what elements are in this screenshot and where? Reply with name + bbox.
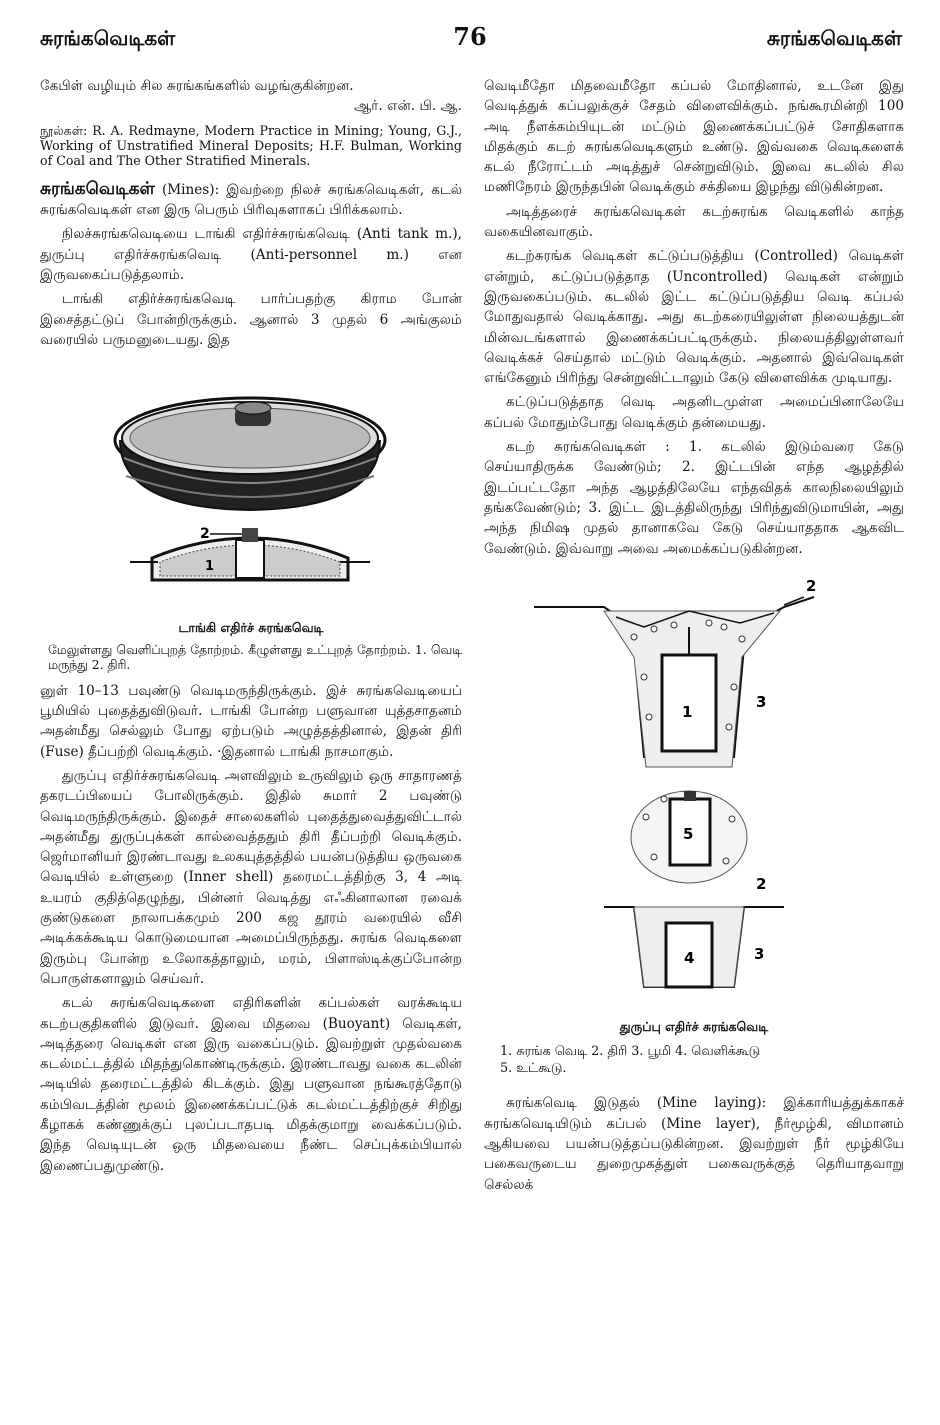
entry-paragraph-3: டாங்கி எதிர்ச்சுரங்கவெடி பார்ப்பதற்கு கிராம போன் இசைத்தட்டுப் போன்றிருக்கும். ஆனால் 3 முதல் 6 அங்குலம் வரையில் பருமனுடையது. இத: [40, 291, 462, 348]
figure2-label-3a: 3: [756, 692, 767, 711]
figure1-label-2: 2: [200, 526, 210, 543]
figure1-label-1: 1: [205, 559, 215, 575]
figure2-legend-line-1: 1. சுரங்க வெடி 2. திரி 3. பூமி 4. வெளிக்கூடு: [500, 1044, 761, 1060]
running-header-left: சுரங்கவெடிகள்: [40, 26, 176, 50]
right-paragraph-3: கடற்சுரங்க வெடிகள் கட்டுப்படுத்திய (Controlled) வெடிகள் என்றும், கட்டுப்படுத்தாத (Uncontrolled) வெடிகள் என்றும் இருவகைப்படும். கடலில் இட்ட கட்டுப்படுத்திய வெடி கப்பல் மோதுவதால் வெடிக்காது. அது கடற்கரையிலுள்ள நிலையத்துடன் மின்வடங்களால் இணைக்கப்பட்டிருக்கும். நிலையத்திலுள்ளவர் வெடிக்கச் செய்தால் மட்டும் வெடிக்கும். அதனால் இவ்வெடிகள் எங்கேனும் பிரிந்து சென்றுவிட்டாலும் கேடு விளைவிக்க முடியாது.: [484, 248, 904, 387]
anti-tank-mine-illustration: [40, 358, 462, 608]
entry-intro: [40, 179, 462, 221]
figure2-label-5: 5: [683, 824, 694, 843]
entry-headword-english: (Mines):: [161, 181, 220, 198]
right-paragraph-1: வெடிமீதோ மிதவைமீதோ கப்பல் மோதினால், உடனே இது வெடித்துக் கப்பலுக்குச் சேதம் விளைவிக்கும். நங்கூரமின்றி 100 அடி நீளக்கம்பியுடன் மட்டும் இணைக்கப்பட்டுச் சோதிகளாக மிதக்கும் கடற் சுரங்கவெடிகளும் உண்டு. இவ்வகை வெடிகளைக் கடல் நீரோட்டம் அடித்துச் சென்றுவிடும். இவை கடலில் சில மணிநேரம் இருந்தபின் வெடிக்கும் சக்தியை இழந்து விடுகின்றன.: [484, 78, 904, 196]
entry-paragraph-4: னுள் 10–13 பவுண்டு வெடிமருந்திருக்கும். இச் சுரங்கவெடியைப் பூமியில் புதைத்துவிடுவர். டாங்கி போன்ற பளுவான யுத்தசாதனம் அதன்மீது செல்லும் போது ஏற்படும் அழுத்தத்தினால், இதன் திரி (Fuse) தீப்பற்றி வெடிக்கும். ·இதனால் டாங்கி நாசமாகும்.: [40, 682, 462, 760]
figure2-legend: [500, 1043, 904, 1077]
figure2-label-4: 4: [684, 948, 695, 967]
right-paragraph-2: அடித்தரைச் சுரங்கவெடிகள் கடற்சுரங்க வெடிகளில் காந்த வகையினவாகும்.: [484, 203, 904, 241]
anti-personnel-mine-figure: [484, 567, 904, 1013]
figure2-label-3b: 3: [754, 944, 765, 963]
figure2-label-2a: 2: [806, 576, 817, 595]
running-header-right: சுரங்கவெடிகள்: [766, 26, 902, 50]
figure1-caption: டாங்கி எதிர்ச் சுரங்கவெடி: [178, 620, 324, 636]
anti-tank-mine-figure: [40, 358, 462, 614]
entry-paragraph-5: துருப்பு எதிர்ச்சுரங்கவெடி அளவிலும் உருவிலும் ஒரு சாதாரணத் தகரடப்பியைப் போலிருக்கும். இதில் சுமார் 2 பவுண்டு வெடிமருந்திருக்கும். இதைச் சாலைகளில் புதைத்துவைத்துவிட்டால் அதன்மீது துருப்புக்கள் கால்வைத்ததும் திரி தீப்பற்றி வெடிக்கும். ஜெர்மானியர் இரண்டாவது உலகயுத்தத்தில் பயன்படுத்திய ஒருவகை வெடியில் உள்ளுறை (Inner shell) தரைமட்டத்திற்கு 3, 4 அடி உயரம் குதித்தெழுந்து, பின்னர் வெடித்து எஃகினாலான ரவைக் குண்டுகளை நாலாபக்கமும் 200 கஜ தூரம் வரையில் வீசி அடிக்கக்கூடிய கொடுமையான அமைப்பிருந்தது. சுரங்க வெடிகளை இரும்பு போன்ற உலோகத்தாலும், மரம், பிளாஸ்டிக்குப்போன்ற பொருள்களாலும் செய்வர்.: [40, 767, 462, 987]
previous-entry-text: கேபிள் வழியும் சில சுரங்கங்களில் வழங்குகின்றன.: [40, 78, 354, 94]
right-paragraph-5: கடற் சுரங்கவெடிகள் : 1. கடலில் இடும்வரை கேடு செய்யாதிருக்க வேண்டும்; 2. இட்டபின் எந்த ஆழத்தில் இடப்பட்டதோ அந்த ஆழத்திலேயே எந்தவிதக் காலநிலையிலும் தங்கவேண்டும்; 3. இட்ட இடத்திலிருந்து பிரிந்துவிடுமாயின், அது அந்த நிமிஷ முதல் தானாகவே கேடு செய்யாததாக ஆகவிட வேண்டும். இவ்வாறு அவை அமைக்கப்படுகின்றன.: [484, 439, 904, 557]
entry-paragraph-6: கடல் சுரங்கவெடிகளை எதிரிகளின் கப்பல்கள் வரக்கூடிய கடற்பகுதிகளில் இடுவர். இவை மிதவை (Buoyant) வெடிகள், அடித்தரை வெடிகள் என இரு வகைப்படும். இவற்றுள் முதல்வகை கடல்மட்டத்தில் மிதந்துகொண்டிருக்கும். இரண்டாவது வகை கடலின் அடியில் தரைமட்டத்தில் கிடக்கும். இது பளுவான நங்கூரத்தோடு கம்பிவடத்தின் மூலம் இணைக்கப்பட்டுக் கடல்மட்டத்திற்குச் சிறிது கீழாகக் கண்ணுக்குப் புலப்படாதபடி மிதக்குமாறு வைக்கப்படும். இந்த வெடியுடன் ஒரு மிதவையை நீண்ட செப்புக்கம்பியால் இணைப்பதுமுண்டு.: [40, 995, 462, 1174]
figure1-note: மேலுள்ளது வெளிப்புறத் தோற்றம். கீழுள்ளது உட்புறத் தோற்றம். 1. வெடி மருந்து 2. திரி.: [48, 642, 462, 672]
right-paragraph-6: சுரங்கவெடி இடுதல் (Mine laying): இக்காரியத்துக்காகச் சுரங்கவெடியிடும் கப்பல் (Mine layer), நீர்மூழ்கி, விமானம் ஆகியவை பயன்படுத்தப்படுகின்றன. இவற்றுள் நீர் மூழ்கியே பகைவருடைய துறைமுகத்துள் பகைவருக்குத் தெரியாதவாறு செல்லக்: [484, 1095, 904, 1193]
previous-entry-tail: [40, 76, 462, 117]
author-signature: ஆர். என். பி. ஆ.: [354, 98, 462, 115]
right-column: [484, 76, 904, 1199]
figure2-label-1: 1: [682, 702, 693, 721]
figure2-label-2b: 2: [756, 874, 767, 893]
entry-paragraph-2: நிலச்சுரங்கவெடியை டாங்கி எதிர்ச்சுரங்கவெடி (Anti tank m.), துருப்பு எதிர்ச்சுரங்கவெடி (Anti-personnel m.) என இருவகைப்படுத்தலாம்.: [40, 226, 462, 283]
right-paragraph-4: கட்டுப்படுத்தாத வெடி அதனிடமுள்ள அமைப்பினாலேயே கப்பல் மோதும்போது வெடிக்கும் தன்மையது.: [484, 394, 904, 431]
figure2-legend-line-2: 5. உட்கூடு.: [500, 1061, 567, 1077]
anti-personnel-mine-illustration: [484, 567, 904, 1007]
figure2-caption: துருப்பு எதிர்ச் சுரங்கவெடி: [619, 1019, 769, 1035]
entry-headword: சுரங்கவெடிகள்: [40, 178, 155, 199]
references: நூல்கள்: R. A. Redmayne, Modern Practice in Mining; Young, G.J., Working of Unstratified Mineral Deposits; H.F. Bulman, Working of Coal and The Other Stratified Minerals.: [40, 122, 462, 169]
left-column: [40, 76, 462, 1180]
page-number: 76: [453, 22, 487, 51]
entry-paragraph-1: இவற்றை நிலச் சுரங்கவெடிகள், கடல் சுரங்கவெடிகள் என இரு பெரும் பிரிவுகளாகப் பிரிக்கலாம்.: [40, 181, 462, 219]
